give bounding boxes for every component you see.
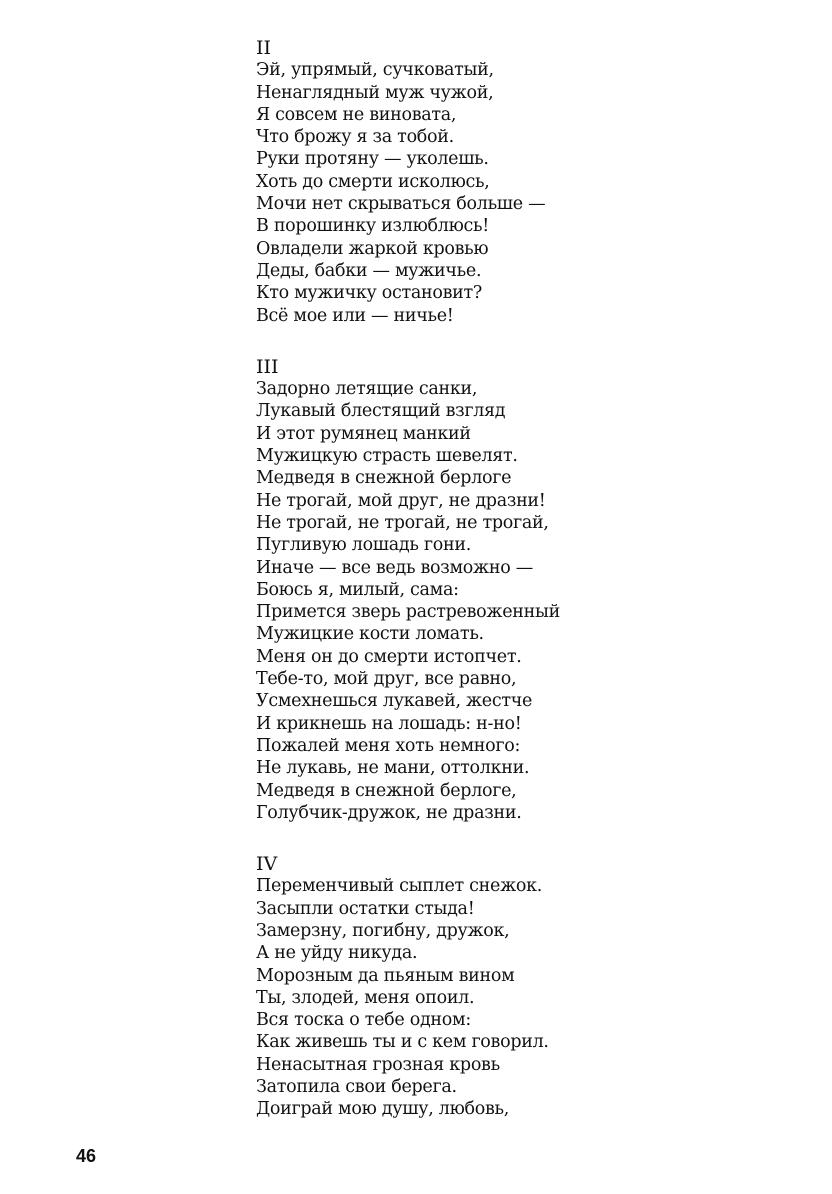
poem-line: Мочи нет скрываться больше —	[256, 194, 546, 215]
poem-line: Не трогай, не трогай, не трогай,	[256, 512, 549, 533]
poem-line: Меня он до смерти истопчет.	[256, 646, 522, 667]
poem	[256, 37, 796, 1150]
poem-line: Медведя в снежной берлоге,	[256, 780, 517, 801]
poem-line: Примется зверь растревоженный	[256, 602, 560, 623]
poem-line: Голубчик-дружок, не дразни.	[256, 802, 522, 823]
poem-line: Мужицкие кости ломать.	[256, 624, 484, 645]
poem-line: Ненаглядный муж чужой,	[256, 82, 494, 103]
poem-line: Что брожу я за тобой.	[256, 127, 454, 148]
poem-line: Ты, злодей, меня опоил.	[256, 987, 475, 1008]
poem-line: В порошинку излюблюсь!	[256, 216, 489, 237]
poem-line: Хоть до смерти исколюсь,	[256, 171, 490, 192]
poem-line: Как живешь ты и с кем говорил.	[256, 1032, 549, 1053]
stanza-number: IV	[256, 853, 278, 876]
poem-line: Иначе — все ведь возможно —	[256, 557, 533, 578]
poem-line: Мужицкую страсть шевелят.	[256, 446, 518, 467]
poem-line: Задорно летящие санки,	[256, 379, 478, 400]
poem-line: Овладели жаркой кровью	[256, 238, 489, 259]
poem-line: Не лукавь, не мани, оттолкни.	[256, 758, 530, 779]
poem-line: Медведя в снежной берлоге	[256, 468, 512, 489]
poem-line: Затопила свои берега.	[256, 1077, 457, 1098]
poem-line: Эй, упрямый, сучковатый,	[256, 60, 494, 81]
poem-line: Пугливую лошадь гони.	[256, 535, 471, 556]
stanza-2	[256, 37, 796, 327]
stanza-3	[256, 356, 796, 824]
poem-line: Руки протяну — уколешь.	[256, 149, 489, 170]
poem-line: Деды, бабки — мужичье.	[256, 260, 482, 281]
poem-line: Боюсь я, милый, сама:	[256, 579, 459, 600]
poem-line: Не трогай, мой друг, не дразни!	[256, 490, 546, 511]
stanza-number: III	[256, 355, 279, 378]
poem-line: Усмехнешься лукавей, жестче	[256, 691, 533, 712]
stanza-number: II	[256, 37, 272, 59]
poem-line: Морозным да пьяным вином	[256, 965, 515, 986]
poem-line: Пожалей меня хоть немного:	[256, 735, 521, 756]
poem-line: А не уйду никуда.	[256, 943, 418, 964]
page-number: 46	[76, 1146, 97, 1166]
poem-line: Ненасытная грозная кровь	[256, 1054, 500, 1075]
poem-line: Доиграй мою душу, любовь,	[256, 1099, 510, 1120]
poem-line: Всё мое или — ничье!	[256, 305, 454, 326]
poem-line: Я совсем не виновата,	[256, 104, 457, 125]
poem-line: Лукавый блестящий взгляд	[256, 401, 506, 422]
poem-line: Засыпли остатки стыда!	[256, 898, 475, 919]
poem-line: Тебе-то, мой друг, все равно,	[256, 669, 517, 690]
poem-line: И крикнешь на лошадь: н-но!	[256, 713, 522, 734]
stanza-4	[256, 853, 796, 1121]
poem-line: И этот румянец манкий	[256, 423, 471, 444]
poem-line: Кто мужичку остановит?	[256, 283, 482, 304]
poem-line: Переменчивый сыплет снежок.	[256, 876, 543, 897]
poem-line: Замерзну, погибну, дружок,	[256, 920, 510, 941]
poem-line: Вся тоска о тебе одном:	[256, 1010, 471, 1031]
